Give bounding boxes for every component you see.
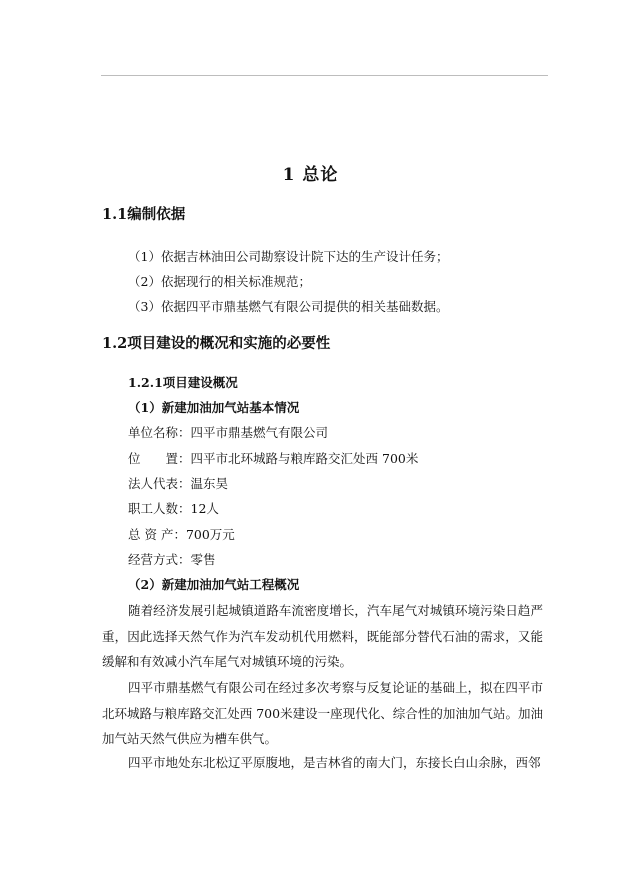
info-value: 零售 (190, 552, 216, 567)
basis-item-1: （1）依据吉林油田公司勘察设计院下达的生产设计任务； (128, 249, 449, 264)
info-row-business-mode (128, 552, 216, 568)
info-label: 职工人数： (128, 501, 191, 516)
basis-item-2: （2）依据现行的相关标准规范； (128, 274, 311, 289)
body-paragraph-1: 随着经济发展引起城镇道路车流密度增长，汽车尾气对城镇环境污染日趋严重，因此选择天然气作为汽车发动机代用燃料，既能部分替代石油的需求，又能缓解和有效减小汽车尾气对城镇环境的污染。 (102, 603, 543, 669)
part1-heading: （1）新建加油加气站基本情况 (128, 400, 300, 415)
info-label: 经营方式： (128, 552, 191, 567)
subsection-heading-1-2-1: 1.2.1项目建设概况 (128, 375, 238, 390)
info-value: 12人 (190, 501, 219, 516)
info-value: 四平市鼎基燃气有限公司 (190, 425, 329, 440)
info-label: 总 资 产： (128, 527, 186, 542)
body-paragraph-3: 四平市地处东北松辽平原腹地，是吉林省的南大门，东接长白山余脉，西邻 (128, 755, 541, 770)
info-value: 四平市北环城路与粮库路交汇处西 700米 (190, 451, 419, 466)
info-row-assets (128, 527, 235, 543)
basis-item-3: （3）依据四平市鼎基燃气有限公司提供的相关基础数据。 (128, 299, 449, 314)
header-rule (101, 75, 548, 76)
section-heading-1-2: 1.2项目建设的概况和实施的必要性 (102, 335, 331, 352)
section-heading-1-1: 1.1编制依据 (102, 206, 186, 223)
info-label: 单位名称： (128, 425, 191, 440)
info-label: 位 置： (128, 451, 191, 466)
part2-heading: （2）新建加油加气站工程概况 (128, 577, 300, 592)
info-row-company (128, 425, 328, 441)
body-paragraph-2: 四平市鼎基燃气有限公司在经过多次考察与反复论证的基础上，拟在四平市北环城路与粮库路交汇处西 700米建设一座现代化、综合性的加油加气站。加油加气站天然气供应为槽车供气。 (102, 680, 543, 746)
info-row-employees (128, 501, 219, 517)
info-value: 温东昊 (190, 476, 229, 491)
chapter-title: 1 总论 (282, 165, 339, 185)
info-label: 法人代表： (128, 476, 191, 491)
info-row-location (128, 451, 418, 467)
info-row-legal-rep (128, 476, 228, 492)
info-value: 700万元 (185, 527, 235, 542)
